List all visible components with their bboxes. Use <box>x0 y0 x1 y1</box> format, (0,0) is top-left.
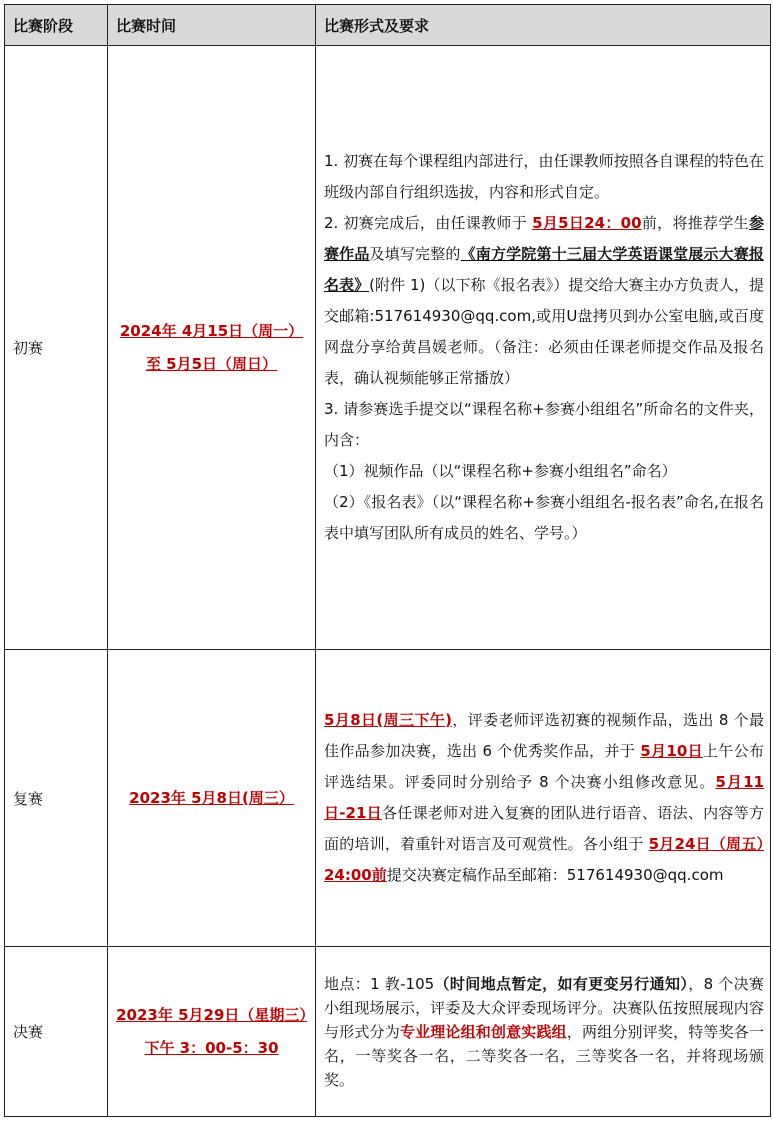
header-time: 比赛时间 <box>108 5 316 46</box>
time-text: 2024年 4月15日（周一）至 5月5日（周日） <box>119 321 304 373</box>
table-row <box>5 947 771 1117</box>
date-text: 5月11日-21日 <box>324 773 764 822</box>
entry-text: 参赛作品 <box>324 214 764 263</box>
req-text: 提交决赛定稿作品至邮箱：517614930@qq.com <box>386 866 724 884</box>
date-text: 5月8日(周三下午) <box>324 711 452 729</box>
time-text: 2023年 5月8日(周三） <box>129 788 294 807</box>
time-cell <box>108 947 316 1117</box>
req-text: 上午公布评选结果。评委同时分别给予 8 个决赛小组修改意见。 <box>324 742 764 791</box>
requirements-cell <box>316 947 771 1117</box>
date-text: 5月10日 <box>640 742 703 760</box>
time-cell <box>108 650 316 947</box>
stage-cell: 复赛 <box>5 650 108 947</box>
req-text: 2. 初赛完成后，由任课教师于 <box>324 214 533 232</box>
req-paragraph <box>324 208 764 394</box>
competition-schedule-table <box>4 4 771 1117</box>
header-stage: 比赛阶段 <box>5 5 108 46</box>
note-text: （时间地点暂定，如有更变另行通知） <box>434 974 689 993</box>
req-paragraph: 1. 初赛在每个课程组内部进行，由任课教师按照各自课程的特色在班级内部自行组织选拔，内容和形式自定。 <box>324 152 764 201</box>
req-paragraph: 3. 请参赛选手提交以“课程名称+参赛小组组名”所命名的文件夹，内含： <box>324 400 764 449</box>
requirements-cell <box>316 46 771 650</box>
req-text: 及填写完整的 <box>369 245 461 263</box>
req-text: 各任课老师对进入复赛的团队进行语音、语法、内容等方面的培训，着重针对语言及可观赏性。各小组于 <box>324 804 764 853</box>
req-text: ，评委老师评选初赛的视频作品，选出 8 个最佳作品参加决赛，选出 6 个优秀奖作品，并于 <box>324 711 764 760</box>
header-row <box>5 5 771 46</box>
stage-cell: 决赛 <box>5 947 108 1117</box>
time-cell <box>108 46 316 650</box>
req-paragraph: （1）视频作品（以“课程名称+参赛小组组名”命名） <box>324 462 677 480</box>
deadline-text: 5月24日（周五）24:00前 <box>324 835 764 884</box>
req-text: ，8 个决赛小组现场展示，评委及大众评委现场评分。决赛队伍按照展现内容与形式分为 <box>324 974 765 1041</box>
table-row <box>5 46 771 650</box>
req-text: ，两组分别评奖，特等奖各一名，一等奖各一名，二等奖各一名，三等奖各一名，并将现场颁奖。 <box>324 1022 764 1089</box>
time-text: 2023年 5月29日（星期三）下午 3：00-5：30 <box>116 1005 307 1057</box>
req-paragraph: （2）《报名表》（以“课程名称+参赛小组组名-报名表”命名,在报名表中填写团队所有成员的姓名、学号。） <box>324 493 764 542</box>
deadline-text: 5月5日24：00 <box>532 214 642 232</box>
req-text: (附件 1)（以下称《报名表》）提交给大赛主办方负责人，提交邮箱:517614930@qq.com,或用U盘拷贝到办公室电脑,或百度网盘分享给黄昌媛老师。（备注：必须由任课老师提交作品及报名表，确认视频能够正常播放） <box>324 276 764 387</box>
requirements-cell <box>316 650 771 947</box>
table-row <box>5 650 771 947</box>
form-title-text: 《南方学院第十三届大学英语课堂展示大赛报名表》 <box>324 245 764 294</box>
req-text: 地点：1 教-105 <box>324 974 435 993</box>
req-paragraph <box>324 972 764 1092</box>
stage-cell: 初赛 <box>5 46 108 650</box>
req-text: 前，将推荐学生 <box>641 214 749 232</box>
group-text: 专业理论组和创意实践组 <box>399 1022 567 1041</box>
req-paragraph <box>324 705 764 891</box>
header-requirements: 比赛形式及要求 <box>316 5 771 46</box>
